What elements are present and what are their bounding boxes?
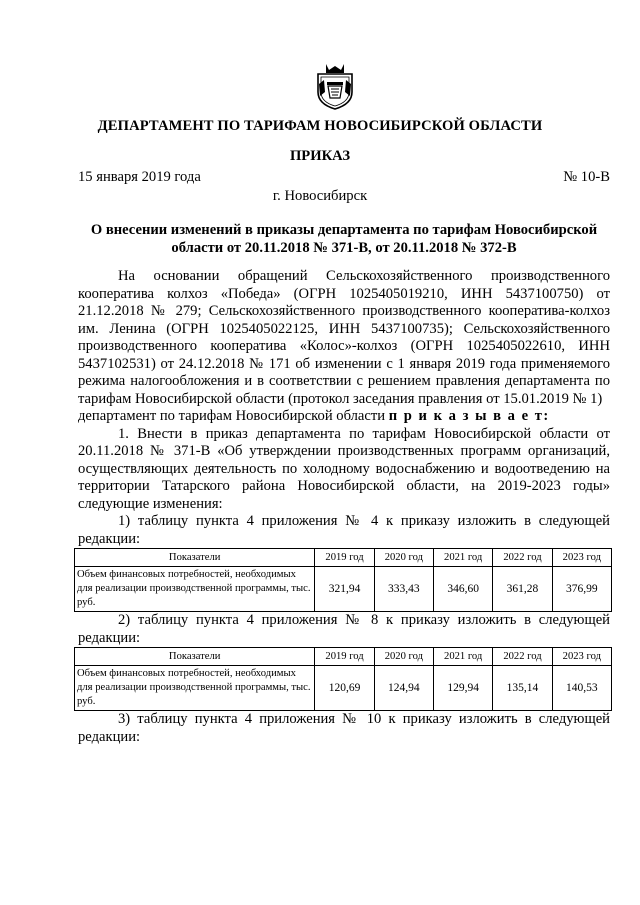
coat-of-arms-emblem — [316, 62, 354, 110]
document-type: ПРИКАЗ — [289, 148, 351, 164]
item-1-paragraph: 1. Внести в приказ департамента по тарифам Новосибирской области от 20.11.2018 № 371-В «Об утверждении производственных программ организаций, осуществляющих деятельность по холодному водоснабжению и водоотведению на территории Татарского района Новосибирской области, на 2019-2023 годы» следующие изменения: — [78, 425, 610, 512]
subitem-1-redaction: редакции: — [78, 530, 141, 547]
table-header-row — [75, 549, 612, 567]
document-city: г. Новосибирск — [272, 188, 368, 204]
value-cell: 140,53 — [552, 666, 611, 711]
appendix-4-table — [74, 548, 612, 612]
row-label-cell: Объем финансовых потребностей, необходимых для реализации производственной программы, тыс. руб. — [75, 666, 315, 711]
table-header-row — [75, 648, 612, 666]
value-cell: 120,69 — [315, 666, 374, 711]
subitem-2-line: 2) таблицу пункта 4 приложения № 8 к приказу изложить в следующей — [118, 612, 610, 628]
table-row — [75, 567, 612, 612]
document-subject: О внесении изменений в приказы департамента по тарифам Новосибирской области от 20.11.2018 № 371-В, от 20.11.2018 № 372-В — [90, 222, 598, 256]
appendix-8-table — [74, 647, 612, 711]
header-cell: 2023 год — [552, 648, 611, 666]
header-cell: Показатели — [75, 549, 315, 567]
subitem-1-line: 1) таблицу пункта 4 приложения № 4 к приказу изложить в следующей — [118, 513, 610, 529]
header-cell: 2019 год — [315, 549, 374, 567]
header-cell: 2021 год — [434, 549, 493, 567]
header-cell: 2019 год — [315, 648, 374, 666]
header-cell: 2023 год — [552, 549, 611, 567]
document-date: 15 января 2019 года — [78, 169, 201, 185]
table-row — [75, 666, 612, 711]
header-cell: 2022 год — [493, 648, 552, 666]
document-number: № 10-В — [563, 169, 610, 185]
header-cell: 2022 год — [493, 549, 552, 567]
value-cell: 129,94 — [434, 666, 493, 711]
header-cell: Показатели — [75, 648, 315, 666]
basis-paragraph: На основании обращений Сельскохозяйственного производственного кооператива колхоз «Победа» (ОГРН 1025405019210, ИНН 5437100750) от 21.12.2018 № 279; Сельскохозяйственного производственного кооператива-колхоз им. Ленина (ОГРН 1025405022125, ИНН 5437100735); Сельскохозяйственного производственного кооператива «Колос»-колхоз (ОГРН 1025405022610, ИНН 5437102531) от 24.12.2018 № 171 об изменении с 1 января 2019 года применяемого режима налогообложения и в соответствии с решением правления департамента по тарифам Новосибирской области (протокол заседания правления от 15.01.2019 № 1) — [78, 268, 610, 407]
header-cell: 2020 год — [374, 648, 433, 666]
document-body — [78, 268, 610, 746]
value-cell: 333,43 — [374, 567, 433, 612]
decree-intro: департамент по тарифам Новосибирской области — [78, 408, 386, 424]
row-label-cell: Объем финансовых потребностей, необходимых для реализации производственной программы, тыс. руб. — [75, 567, 315, 612]
value-cell: 124,94 — [374, 666, 433, 711]
value-cell: 346,60 — [434, 567, 493, 612]
subitem-3-line: 3) таблицу пункта 4 приложения № 10 к приказу изложить в следующей — [118, 711, 610, 727]
subitem-3-redaction: редакции: — [78, 728, 141, 745]
value-cell: 361,28 — [493, 567, 552, 612]
value-cell: 376,99 — [552, 567, 611, 612]
value-cell: 321,94 — [315, 567, 374, 612]
value-cell: 135,14 — [493, 666, 552, 711]
department-title: ДЕПАРТАМЕНТ ПО ТАРИФАМ НОВОСИБИРСКОЙ ОБЛАСТИ — [97, 118, 543, 134]
header-cell: 2021 год — [434, 648, 493, 666]
header-cell: 2020 год — [374, 549, 433, 567]
decree-word: п р и к а з ы в а е т: — [388, 408, 550, 424]
subitem-2-redaction: редакции: — [78, 629, 141, 646]
decree-line — [78, 408, 610, 426]
